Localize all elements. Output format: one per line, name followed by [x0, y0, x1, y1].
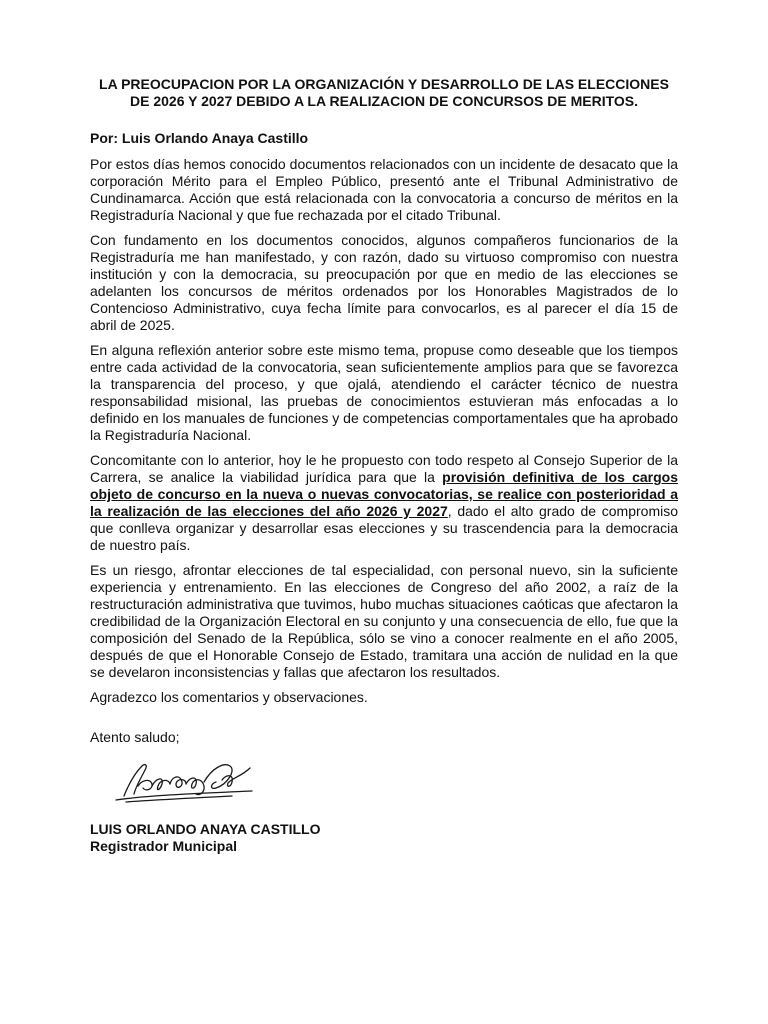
handwritten-signature	[112, 756, 262, 808]
author-byline: Por: Luis Orlando Anaya Castillo	[90, 130, 309, 146]
paragraph-6: Agradezco los comentarios y observaciones.	[90, 689, 368, 705]
paragraph-1: Por estos días hemos conocido documentos relacionados con un incidente de desacato que la corporación Mérito para el Empleo Público, presentó ante el Tribunal Administrativo de Cundinamarca. Acción que está relacionada con la convocatoria a concurso de méritos en la Registraduría Nacional y que fue rechazada por el citado Tribunal.	[90, 156, 678, 223]
paragraph-4-end: , dado el alto grado de compromiso que conlleva organizar y desarrollar esas elecciones y su trascendencia para la democracia de nuestro país.	[90, 503, 678, 553]
closing-salutation: Atento saludo;	[90, 729, 180, 745]
paragraph-3: En alguna reflexión anterior sobre este mismo tema, propuse como deseable que los tiempos entre cada actividad de la convocatoria, sean suficientemente amplios para que se favorezca la transparencia del proceso, y que ojalá, atendiendo el carácter técnico de nuestra responsabilidad misional, las pruebas de conocimientos estuvieran más enfocadas a lo definido en los manuales de funciones y de competencias comportamentales que ha aprobado la Registraduría Nacional.	[90, 342, 678, 443]
signer-name: LUIS ORLANDO ANAYA CASTILLO	[90, 821, 321, 837]
document-title: LA PREOCUPACION POR LA ORGANIZACIÓN Y DESARROLLO DE LAS ELECCIONES DE 2026 Y 2027 DEBIDO A LA REALIZACION DE CONCURSOS DE MERITOS.	[99, 76, 669, 109]
paragraph-4-emphasis: provisión definitiva de los cargos objeto de concurso en la nueva o nuevas convocatorias, se realice con posterioridad a la realización de las elecciones del año 2026 y 2027	[90, 469, 678, 519]
paragraph-4	[90, 452, 678, 554]
signer-title: Registrador Municipal	[90, 838, 238, 854]
document-body	[90, 76, 678, 855]
paragraph-4-start: Concomitante con lo anterior, hoy le he propuesto con todo respeto al Consejo Superior de la Carrera, se analice la viabilidad jurídica para que la	[90, 452, 678, 485]
paragraph-2: Con fundamento en los documentos conocidos, algunos compañeros funcionarios de la Registraduría me han manifestado, y con razón, dado su virtuoso compromiso con nuestra institución y con la democracia, su preocupación por que en medio de las elecciones se adelanten los concursos de méritos ordenados por los Honorables Magistrados de lo Contencioso Administrativo, cuya fecha límite para convocarlos, es al parecer el día 15 de abril de 2025.	[90, 232, 678, 333]
paragraph-5: Es un riesgo, afrontar elecciones de tal especialidad, con personal nuevo, sin la suficiente experiencia y entrenamiento. En las elecciones de Congreso del año 2002, a raíz de la restructuración administrativa que tuvimos, hubo muchas situaciones caóticas que afectaron la credibilidad de la Organización Electoral en su conjunto y una consecuencia de ello, fue que la composición del Senado de la República, sólo se vino a conocer realmente en el año 2005, después de que el Honorable Consejo de Estado, tramitara una acción de nulidad en la que se develaron inconsistencias y fallas que afectaron los resultados.	[90, 562, 678, 680]
